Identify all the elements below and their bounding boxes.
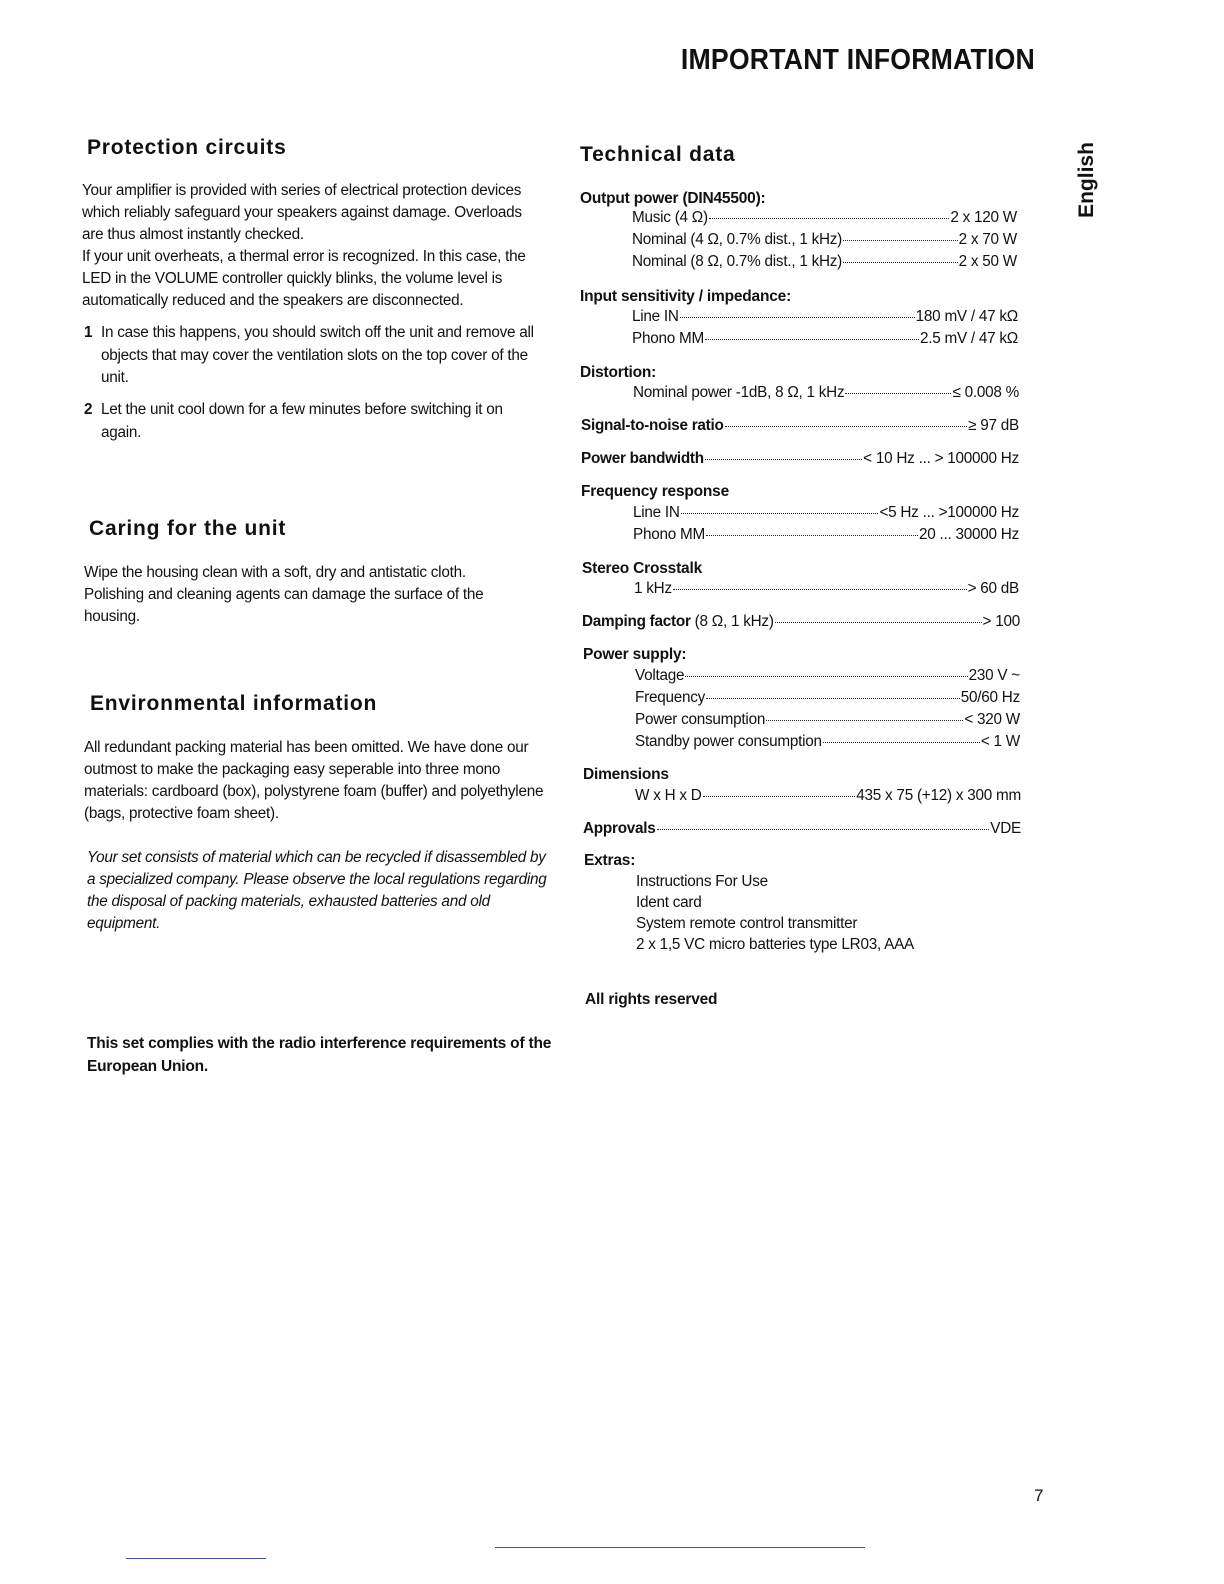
spec-label: Frequency: [635, 689, 706, 706]
protection-para-1: Your amplifier is provided with series of electrical protection devices which reliably safeguard your speakers against damage. Overloads are thus almost instantly checked.: [82, 182, 522, 243]
spec-label: Line IN: [632, 308, 679, 325]
spec-value: 435 x 75 (+12) x 300 mm: [856, 787, 1021, 804]
page-number: 7: [1034, 1486, 1044, 1505]
protection-step: [84, 322, 546, 390]
step-text: In case this happens, you should switch off the unit and remove all objects that may cover the ventilation slots on the top cover of the unit.: [101, 324, 534, 386]
extras-item: 2 x 1,5 VC micro batteries type LR03, AAA: [636, 936, 914, 953]
spec-row: [632, 308, 1018, 330]
spec-value: ≤ 0.008 %: [952, 384, 1019, 401]
spec-label: Signal-to-noise ratio: [581, 417, 724, 434]
extras-item: System remote control transmitter: [636, 915, 858, 932]
spec-row: [635, 711, 1020, 733]
dimensions-label: Dimensions: [583, 766, 669, 783]
spec-label: Standby power consumption: [635, 733, 822, 750]
spec-value: 2 x 50 W: [958, 253, 1017, 270]
spec-label: Line IN: [633, 504, 680, 521]
crosstalk-label: Stereo Crosstalk: [582, 560, 702, 577]
spec-value: 180 mV / 47 kΩ: [915, 308, 1018, 325]
protection-heading: Protection circuits: [87, 136, 287, 159]
spec-value: < 10 Hz ... > 100000 Hz: [863, 450, 1019, 467]
environment-italic-note: Your set consists of material which can be recycled if disassembled by a specialized company. Please observe the local regulations regarding the disposal of packing materials, exhausted batteries and old equipment.: [87, 849, 547, 932]
scan-artifact-line: [495, 1547, 865, 1548]
spec-row: [632, 330, 1018, 352]
extras-item: Ident card: [636, 894, 702, 911]
power-supply-label: Power supply:: [583, 646, 687, 663]
step-number: 1: [84, 324, 93, 341]
spec-row: [633, 526, 1019, 548]
caring-heading: Caring for the unit: [89, 517, 287, 540]
output-power-label: Output power (DIN45500):: [580, 190, 766, 207]
spec-row: [635, 667, 1020, 689]
extras-label: Extras:: [584, 852, 636, 869]
spec-label: W x H x D: [635, 787, 702, 804]
spec-label: 1 kHz: [634, 580, 672, 597]
compliance-note: This set complies with the radio interference requirements of the European Union.: [87, 1035, 552, 1075]
caring-para: Wipe the housing clean with a soft, dry and antistatic cloth. Polishing and cleaning agents can damage the surface of the housing.: [84, 564, 484, 625]
spec-label: Power consumption: [635, 711, 766, 728]
spec-label: Phono MM: [633, 526, 705, 543]
extras-item: Instructions For Use: [636, 873, 768, 890]
spec-value: VDE: [990, 820, 1021, 837]
spec-row: [634, 580, 1019, 602]
frequency-label: Frequency response: [581, 483, 730, 500]
spec-row: [633, 504, 1019, 526]
spec-label: Nominal power -1dB, 8 Ω, 1 kHz: [633, 384, 845, 401]
spec-row: [632, 209, 1017, 231]
spec-value: 20 ... 30000 Hz: [919, 526, 1019, 543]
spec-label: Nominal (4 Ω, 0.7% dist., 1 kHz): [632, 231, 843, 248]
spec-label: Damping factor: [582, 613, 691, 630]
page-title: IMPORTANT INFORMATION: [680, 44, 1035, 76]
spec-row: [581, 450, 1019, 472]
spec-row: [581, 417, 1019, 439]
spec-row: [582, 613, 1020, 635]
spec-label: Nominal (8 Ω, 0.7% dist., 1 kHz): [632, 253, 843, 270]
spec-value: < 320 W: [964, 711, 1020, 728]
spec-value: 2 x 120 W: [950, 209, 1017, 226]
language-tab: [1072, 140, 1102, 220]
scan-artifact-line: [126, 1558, 266, 1559]
spec-label: Music (4 Ω): [632, 209, 708, 226]
environment-para: All redundant packing material has been omitted. We have done our outmost to make the packaging easy seperable into three mono materials: cardboard (box), polystyrene foam (buffer) and polyethylene (bags, protective foam sheet).: [84, 739, 544, 822]
rights-note: All rights reserved: [585, 991, 718, 1008]
spec-value: 2.5 mV / 47 kΩ: [919, 330, 1018, 347]
spec-row: [635, 689, 1020, 711]
spec-value: > 100: [982, 613, 1020, 630]
spec-row: [583, 820, 1021, 842]
technical-data-heading: Technical data: [580, 143, 736, 166]
spec-value: 230 V ~: [968, 667, 1020, 684]
spec-row: [633, 384, 1019, 406]
spec-value: <5 Hz ... >100000 Hz: [879, 504, 1019, 521]
spec-row: [632, 253, 1017, 275]
spec-row: [632, 231, 1017, 253]
spec-label: Phono MM: [632, 330, 704, 347]
protection-step: [84, 399, 546, 444]
spec-value: < 1 W: [980, 733, 1020, 750]
environment-heading: Environmental information: [90, 692, 378, 715]
spec-label: Approvals: [583, 820, 656, 837]
input-label: Input sensitivity / impedance:: [580, 288, 792, 305]
step-text: Let the unit cool down for a few minutes before switching it on again.: [101, 401, 503, 441]
spec-value: ≥ 97 dB: [968, 417, 1019, 434]
distortion-label: Distortion:: [580, 364, 657, 381]
spec-row: [635, 787, 1021, 809]
spec-label: Power bandwidth: [581, 450, 704, 467]
spec-label-suffix: (8 Ω, 1 kHz): [690, 613, 774, 630]
step-number: 2: [84, 401, 93, 418]
spec-value: 2 x 70 W: [958, 231, 1017, 248]
protection-para-2: If your unit overheats, a thermal error is recognized. In this case, the LED in the VOLUME controller quickly blinks, the volume level is automatically reduced and the speakers are disconnected.: [82, 248, 526, 309]
spec-row: [635, 733, 1020, 755]
spec-label: Voltage: [635, 667, 685, 684]
language-tab-label: English: [1075, 142, 1098, 218]
spec-value: 50/60 Hz: [960, 689, 1020, 706]
spec-value: > 60 dB: [967, 580, 1019, 597]
